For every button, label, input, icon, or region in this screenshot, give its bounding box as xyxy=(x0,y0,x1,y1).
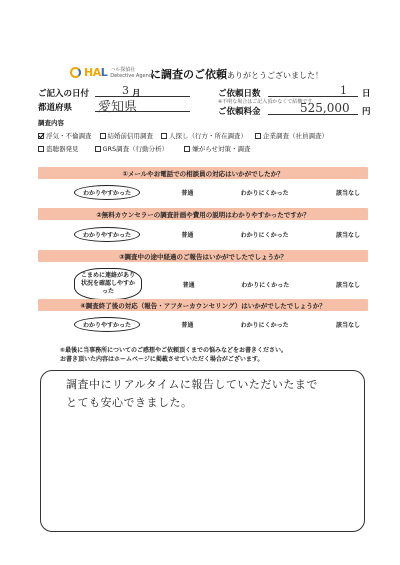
page-title: に調査のご依頼ありがとうございました！ xyxy=(150,68,323,81)
q1-option-clear[interactable]: わかりやすかった xyxy=(74,185,140,200)
fee-label: ご依頼料金 xyxy=(218,107,261,117)
checkbox-icon[interactable] xyxy=(38,146,44,152)
question-1-bar: ①メールやお電話での相談員の対応はいかがでしたか？ xyxy=(38,167,368,179)
q3-option-normal[interactable]: 普通 xyxy=(182,281,195,289)
checkbox-checked-icon[interactable] xyxy=(38,133,44,139)
q2-option-na[interactable]: 該当なし xyxy=(335,232,360,239)
checkbox-icon[interactable] xyxy=(161,133,167,139)
fee-note: ※不明な場合はご記入頂かなくて結構です xyxy=(218,99,313,105)
logo-mark-icon xyxy=(70,67,81,78)
days-unit: 日 xyxy=(362,89,371,99)
q3-option-frequent[interactable]: こまめに連絡があり状況を確認しやすかった xyxy=(74,268,142,300)
category-harassment[interactable]: 嫌がらせ対策・調査 xyxy=(184,144,250,153)
question-2-options xyxy=(80,230,360,239)
days-value: 1 xyxy=(340,84,347,97)
question-3-bar: ③調査中の途中経過のご報告はいかがでしたでしょうか？ xyxy=(38,250,368,262)
category-grs[interactable]: GRS調査（行動分析） xyxy=(95,144,169,153)
q1-option-normal[interactable]: 普通 xyxy=(181,190,194,197)
q2-option-unclear[interactable]: わかりにくかった xyxy=(240,232,289,239)
handwritten-comment: 調査中にリアルタイムに報告していただいたまで とても安心できました。 xyxy=(66,378,318,409)
checkbox-icon[interactable] xyxy=(184,146,190,152)
question-4-options xyxy=(80,320,360,329)
category-bug-detection[interactable]: 盗聴器発見 xyxy=(38,144,79,153)
category-corporate[interactable]: 企業調査（社員調査） xyxy=(255,131,328,140)
checkbox-icon[interactable] xyxy=(95,146,101,152)
month-unit: 月 xyxy=(132,89,141,99)
category-affair[interactable]: 浮気・不倫調査 xyxy=(38,131,92,140)
categories-label: 調査内容 xyxy=(38,119,64,127)
checkbox-icon[interactable] xyxy=(255,133,261,139)
fee-unit: 円 xyxy=(362,107,371,117)
question-3-options xyxy=(80,271,360,297)
q3-option-unclear[interactable]: わかりにくかった xyxy=(241,281,290,289)
categories-row-1 xyxy=(38,131,328,140)
q1-option-unclear[interactable]: わかりにくかった xyxy=(240,190,289,197)
question-2-bar: ②無料カウンセラーの調査計画や費用の説明はわかりやすかったですか？ xyxy=(38,208,368,220)
q3-option-na[interactable]: 該当なし xyxy=(335,281,360,289)
q2-option-normal[interactable]: 普通 xyxy=(181,232,194,239)
prefecture-label: 都道府県 xyxy=(38,103,73,113)
company-logo xyxy=(70,66,154,79)
category-premarital[interactable]: 結婚前信用調査 xyxy=(100,131,154,140)
category-person-search[interactable]: 人探し（行方・所在調査） xyxy=(161,131,247,140)
days-label: ご依頼日数 xyxy=(218,89,261,99)
question-4-bar: ④調査終了後の対応（報告・アフターカウンセリング）はいかがでしたでしょうか？ xyxy=(38,299,368,311)
q4-option-clear[interactable]: わかりやすかった xyxy=(74,317,140,332)
logo-subtitle: ハル探偵社 Detective Agency xyxy=(110,66,155,79)
prefecture-value: 愛知県 xyxy=(98,100,138,115)
entry-date-label: ご記入の日付 xyxy=(38,89,90,99)
entry-date-value: 3 xyxy=(122,84,129,97)
logo-wordmark: HAL xyxy=(84,66,108,79)
question-5-text: ⑤最後に当事務所についてのご感想やご依頼頂くまでの悩みなどをお書きください。 お書き頂いた内容はホームページに掲載させていただく場合がございます。 xyxy=(60,347,287,363)
q4-option-unclear[interactable]: わかりにくかった xyxy=(240,322,289,329)
q1-option-na[interactable]: 該当なし xyxy=(335,190,360,197)
categories-row-2 xyxy=(38,144,251,153)
question-1-options xyxy=(80,188,360,197)
q2-option-clear[interactable]: わかりやすかった xyxy=(74,227,140,242)
q4-option-normal[interactable]: 普通 xyxy=(181,322,194,329)
checkbox-icon[interactable] xyxy=(100,133,106,139)
fee-value: 525,000 xyxy=(300,101,350,115)
q4-option-na[interactable]: 該当なし xyxy=(335,322,360,329)
